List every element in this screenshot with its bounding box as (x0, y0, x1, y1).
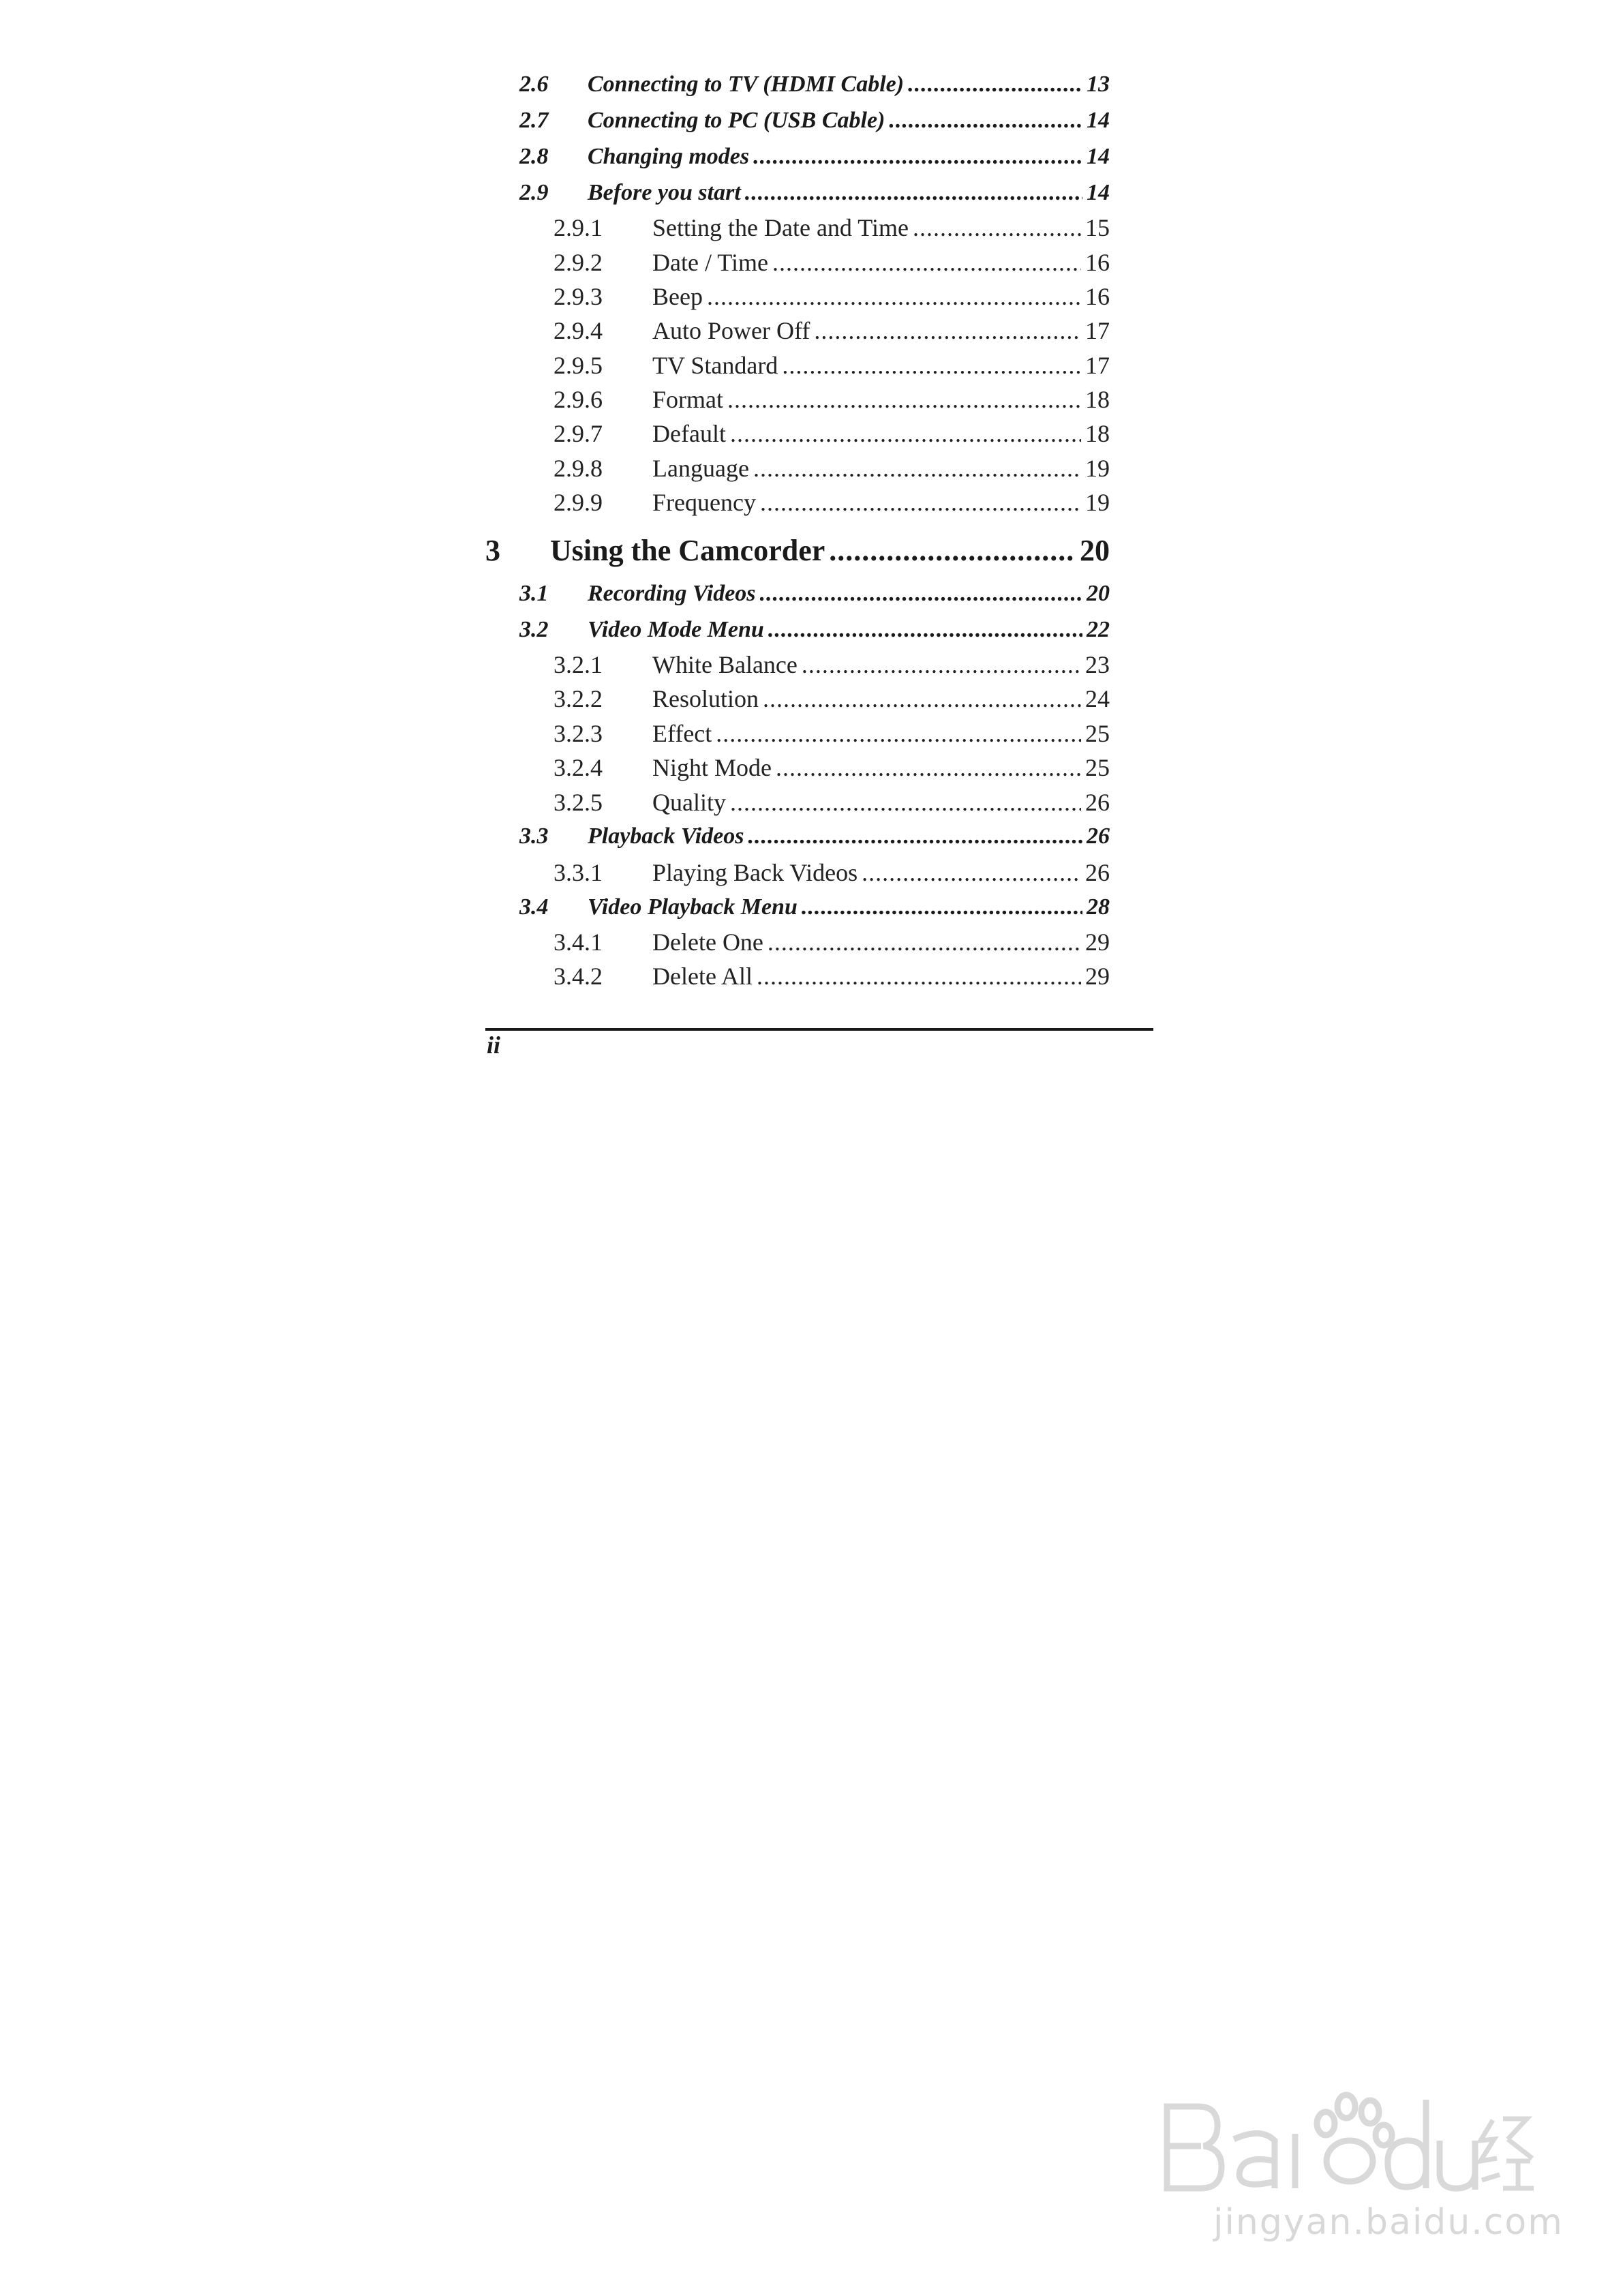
toc-entry-page: 14 (1087, 180, 1110, 205)
toc-entry-title: Playing Back Videos (652, 859, 858, 886)
toc-entry-number: 3 (485, 534, 500, 567)
toc-entry-title: Night Mode (652, 754, 772, 781)
toc-entry-number: 3.3 (519, 824, 549, 849)
toc-entry-page: 25 (1085, 754, 1110, 781)
toc-entry-title: Effect (652, 720, 712, 747)
dot-leader (730, 788, 1081, 817)
toc-entry-number: 2.9.3 (553, 283, 603, 310)
toc-entry-2-9-6 (485, 385, 1110, 414)
toc-entry-number: 3.1 (519, 581, 549, 606)
dot-leader (829, 533, 1076, 568)
toc-entry-page: 18 (1085, 386, 1110, 413)
toc-entry-3-2-3 (485, 719, 1110, 748)
toc-entry-title: Auto Power Off (652, 317, 810, 344)
toc-entry-title: White Balance (652, 651, 798, 678)
toc-entry-number: 2.8 (519, 144, 549, 169)
toc-entry-3-4 (485, 894, 1110, 920)
toc-entry-number: 3.2.2 (553, 685, 603, 712)
toc-entry-title: Format (652, 386, 723, 413)
toc-entry-2-9-7 (485, 419, 1110, 448)
toc-entry-page: 17 (1085, 352, 1110, 379)
toc-entry-page: 14 (1087, 144, 1110, 169)
toc-entry-number: 3.4.1 (553, 928, 603, 956)
toc-entry-page: 14 (1087, 108, 1110, 133)
toc-entry-2-9-8 (485, 454, 1110, 483)
toc-entry-3-3 (485, 824, 1110, 849)
table-of-contents (0, 0, 1623, 1063)
watermark-url: jingyan.baidu.com (1213, 2202, 1564, 2243)
toc-entry-3-2 (485, 617, 1110, 643)
dot-leader (763, 684, 1081, 713)
toc-entry-title: Delete One (652, 928, 763, 956)
toc-entry-title: Quality (652, 789, 726, 816)
toc-entry-3 (485, 533, 1110, 568)
toc-entry-title: Frequency (652, 489, 756, 516)
toc-entry-page: 24 (1085, 685, 1110, 712)
toc-entry-page: 20 (1087, 581, 1110, 606)
toc-entry-number: 3.2.1 (553, 651, 603, 678)
toc-entry-2-9-5 (485, 351, 1110, 380)
toc-entry-number: 2.9.9 (553, 489, 603, 516)
dot-leader (716, 719, 1081, 748)
toc-entry-title: Setting the Date and Time (652, 214, 909, 241)
dot-leader (768, 928, 1081, 956)
page-number: ii (487, 1031, 501, 1059)
toc-entry-3-2-4 (485, 753, 1110, 782)
dot-leader (802, 894, 1082, 920)
toc-entry-number: 3.2.3 (553, 720, 603, 747)
toc-entry-page: 23 (1085, 651, 1110, 678)
dot-leader (913, 213, 1081, 242)
dot-leader (814, 316, 1081, 345)
toc-entry-title: Recording Videos (588, 581, 756, 606)
toc-entry-number: 3.2 (519, 617, 549, 642)
toc-entry-title: TV Standard (652, 352, 778, 379)
dot-leader (772, 248, 1081, 277)
toc-entry-page: 17 (1085, 317, 1110, 344)
toc-entry-3-4-2 (485, 962, 1110, 991)
toc-entry-3-1 (485, 581, 1110, 607)
toc-entry-page: 26 (1085, 789, 1110, 816)
baidu-jingyan-watermark (1159, 2059, 1564, 2256)
toc-entry-number: 3.4 (519, 894, 549, 920)
dot-leader (889, 108, 1082, 134)
toc-entry-page: 18 (1085, 420, 1110, 447)
toc-entry-page: 20 (1080, 534, 1110, 567)
toc-entry-number: 2.9 (519, 180, 549, 205)
toc-entry-number: 2.9.4 (553, 317, 603, 344)
toc-entry-3-2-2 (485, 684, 1110, 713)
toc-entry-page: 26 (1087, 824, 1110, 849)
dot-leader (768, 617, 1082, 643)
toc-entry-page: 13 (1087, 72, 1110, 97)
dot-leader (760, 488, 1081, 517)
toc-entry-page: 29 (1085, 928, 1110, 956)
toc-entry-title: Before you start (588, 180, 741, 205)
dot-leader (707, 282, 1081, 311)
toc-entry-number: 2.6 (519, 72, 549, 97)
toc-entry-number: 2.9.7 (553, 420, 603, 447)
toc-entry-page: 16 (1085, 283, 1110, 310)
dot-leader (753, 144, 1082, 170)
dot-leader (782, 351, 1081, 380)
toc-entry-2-9-1 (485, 213, 1110, 242)
toc-entry-title: Default (652, 420, 726, 447)
toc-entry-3-2-1 (485, 650, 1110, 679)
toc-entry-3-2-5 (485, 788, 1110, 817)
toc-entry-title: Delete All (652, 963, 753, 990)
toc-entry-title: Connecting to TV (HDMI Cable) (588, 72, 905, 97)
toc-entry-2-9-3 (485, 282, 1110, 311)
dot-leader (802, 650, 1081, 679)
toc-entry-number: 3.2.5 (553, 789, 603, 816)
toc-entry-number: 3.4.2 (553, 963, 603, 990)
toc-entry-2-9-2 (485, 248, 1110, 277)
toc-entry-number: 2.9.8 (553, 455, 603, 482)
toc-entry-title: Language (652, 455, 749, 482)
toc-entry-title: Video Playback Menu (588, 894, 798, 920)
toc-entry-number: 2.9.6 (553, 386, 603, 413)
dot-leader (908, 72, 1082, 97)
toc-entry-number: 2.9.2 (553, 249, 603, 276)
toc-entry-page: 19 (1085, 455, 1110, 482)
toc-entry-page: 22 (1087, 617, 1110, 642)
toc-entry-number: 2.9.1 (553, 214, 603, 241)
toc-entry-2-7 (485, 108, 1110, 134)
toc-entry-number: 2.7 (519, 108, 549, 133)
toc-entry-2-9 (485, 180, 1110, 206)
dot-leader (745, 180, 1082, 206)
toc-entry-number: 3.3.1 (553, 859, 603, 886)
toc-entry-title: Using the Camcorder (550, 534, 825, 567)
toc-entry-2-8 (485, 144, 1110, 170)
toc-entry-3-4-1 (485, 928, 1110, 956)
toc-entry-title: Beep (652, 283, 703, 310)
toc-entry-title: Video Mode Menu (588, 617, 764, 642)
dot-leader (730, 419, 1081, 448)
baidu-logo-icon (1159, 2059, 1541, 2209)
dot-leader (727, 385, 1081, 414)
dot-leader (753, 454, 1081, 483)
toc-entry-title: Playback Videos (588, 824, 744, 849)
toc-entry-3-3-1 (485, 858, 1110, 887)
dot-leader (776, 753, 1081, 782)
dot-leader (748, 824, 1082, 849)
toc-entry-page: 29 (1085, 963, 1110, 990)
toc-entry-page: 16 (1085, 249, 1110, 276)
toc-entry-title: Changing modes (588, 144, 750, 169)
toc-entry-page: 26 (1085, 859, 1110, 886)
toc-entry-page: 25 (1085, 720, 1110, 747)
toc-entry-title: Connecting to PC (USB Cable) (588, 108, 885, 133)
toc-entry-title: Date / Time (652, 249, 769, 276)
toc-entry-2-9-9 (485, 488, 1110, 517)
toc-entry-2-9-4 (485, 316, 1110, 345)
toc-entry-number: 2.9.5 (553, 352, 603, 379)
toc-entry-title: Resolution (652, 685, 759, 712)
dot-leader (862, 858, 1081, 887)
toc-entry-number: 3.2.4 (553, 754, 603, 781)
dot-leader (760, 581, 1082, 607)
toc-entry-page: 15 (1085, 214, 1110, 241)
toc-entry-page: 28 (1087, 894, 1110, 920)
dot-leader (757, 962, 1081, 991)
toc-entry-page: 19 (1085, 489, 1110, 516)
footer-rule (485, 1028, 1153, 1031)
toc-entry-2-6 (485, 72, 1110, 97)
